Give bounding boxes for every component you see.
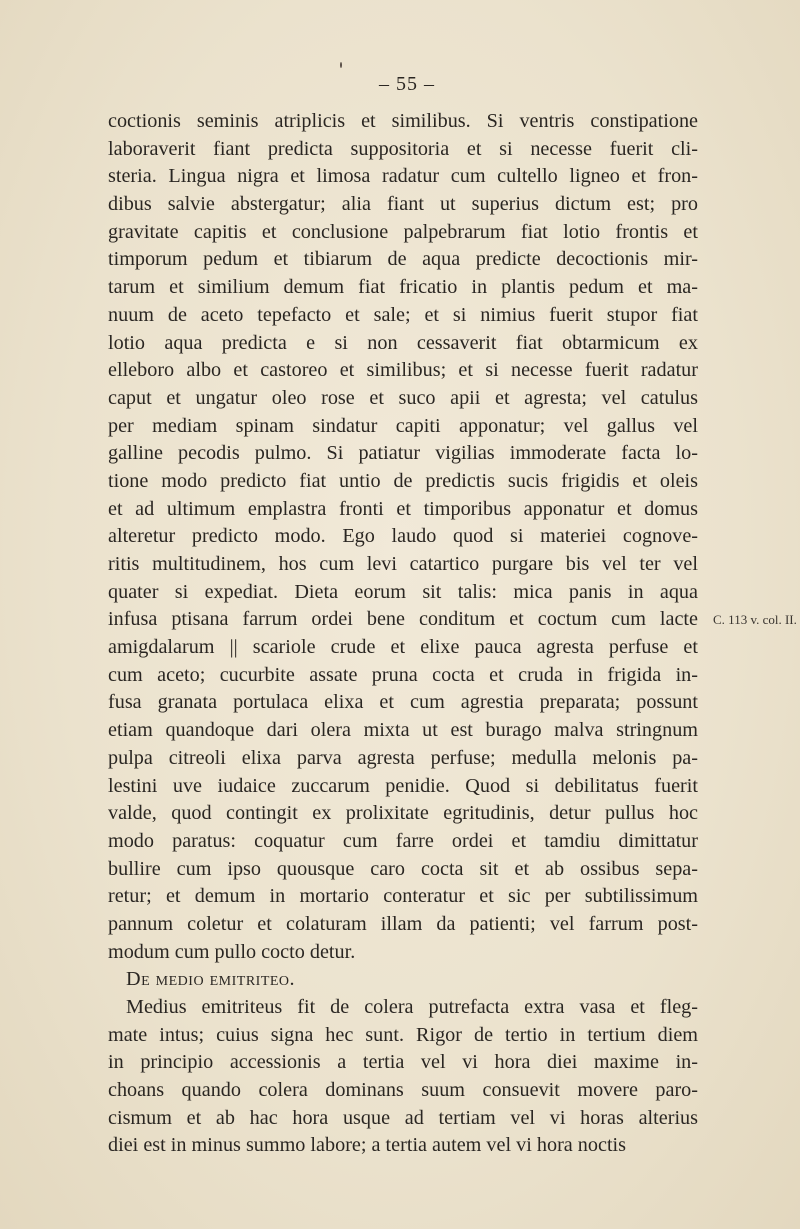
text-line: elleboro albo et castoreo et similibus; et si necesse fuerit radatur — [108, 359, 698, 382]
text-line: retur; et demum in mortario conteratur et sic per subtilissimum — [108, 885, 698, 908]
text-line: fusa granata portulaca elixa et cum agrestia preparata; possunt — [108, 691, 698, 714]
text-line: nuum de aceto tepefacto et sale; et si nimius fuerit stupor fiat — [108, 303, 698, 326]
text-line: amigdalarum || scariole crude et elixe pauca agresta perfuse et — [108, 636, 698, 659]
section-heading: De medio emitriteo. — [126, 968, 296, 991]
text-line: coctionis seminis atriplicis et similibus. Si ventris constipatione — [108, 110, 698, 132]
text-line: infusa ptisana farrum ordei bene conditum et coctum cum lacte — [108, 608, 698, 631]
text-line: alteretur predicto modo. Ego laudo quod si materiei cognove- — [108, 525, 698, 548]
text-line: diei est in minus summo labore; a tertia autem vel vi hora noctis — [108, 1134, 627, 1157]
text-line: quater si expediat. Dieta eorum sit talis: mica panis in aqua — [108, 580, 698, 603]
text-line: pannum coletur et colaturam illam da patienti; vel farrum post- — [108, 912, 698, 935]
text-line: Medius emitriteus fit de colera putrefacta extra vasa et fleg- — [126, 996, 698, 1018]
text-line: galline pecodis pulmo. Si patiatur vigilias immoderate facta lo- — [108, 442, 698, 465]
text-line: et ad ultimum emplastra fronti et timporibus apponatur et domus — [108, 497, 698, 520]
text-line: per mediam spinam sindatur capiti apponatur; vel gallus vel — [108, 414, 698, 437]
text-line: steria. Lingua nigra et limosa radatur cum cultello ligneo et fron- — [108, 165, 698, 188]
text-line: laboraverit fiant predicta suppositoria et si necesse fuerit cli- — [108, 137, 698, 160]
margin-folio-note: C. 113 v. col. II. — [713, 612, 797, 627]
text-line: lestini uve iudaice zuccarum penidie. Quod si debilitatus fuerit — [108, 774, 698, 797]
ink-speck — [340, 62, 342, 68]
text-line: ritis multitudinem, hos cum levi catartico purgare bis vel ter vel — [108, 553, 698, 575]
text-line: etiam quandoque dari olera mixta ut est burago malva stringnum — [108, 719, 698, 742]
text-line: lotio aqua predicta e si non cessaverit fiat obtarmicum ex — [108, 331, 698, 354]
text-line: modum cum pullo cocto detur. — [108, 940, 356, 963]
text-line: caput et ungatur oleo rose et suco apii et agresta; vel catulus — [108, 386, 698, 409]
text-line: dibus salvie abstergatur; alia fiant ut superius dictum est; pro — [108, 193, 698, 216]
text-line: timporum pedum et tibiarum de aqua predicte decoctionis mir- — [108, 248, 698, 271]
page-number: – 55 – — [379, 73, 435, 95]
text-line: mate intus; cuius signa hec sunt. Rigor de tertio in tertium diem — [108, 1023, 698, 1046]
text-line: gravitate capitis et conclusione palpebrarum fiat lotio frontis et — [108, 220, 698, 243]
text-line: valde, quod contingit ex prolixitate egritudinis, detur pullus hoc — [108, 802, 698, 825]
text-line: cum aceto; cucurbite assate pruna cocta et cruda in frigida in- — [108, 663, 698, 686]
text-line: in principio accessionis a tertia vel vi hora diei maxime in- — [108, 1051, 698, 1074]
text-line: tione modo predicto fiat untio de predictis sucis frigidis et oleis — [108, 469, 698, 492]
text-line: choans quando colera dominans suum consuevit movere paro- — [108, 1079, 698, 1102]
text-line: tarum et similium demum fiat fricatio in plantis pedum et ma- — [108, 276, 698, 299]
text-line: bullire cum ipso quousque caro cocta sit et ab ossibus sepa- — [108, 857, 698, 880]
text-line: modo paratus: coquatur cum farre ordei et tamdiu dimittatur — [108, 829, 698, 852]
text-line: cismum et ab hac hora usque ad tertiam vel vi horas alterius — [108, 1106, 698, 1129]
body-text — [108, 108, 698, 1160]
text-line: pulpa citreoli elixa parva agresta perfuse; medulla melonis pa- — [108, 746, 698, 769]
